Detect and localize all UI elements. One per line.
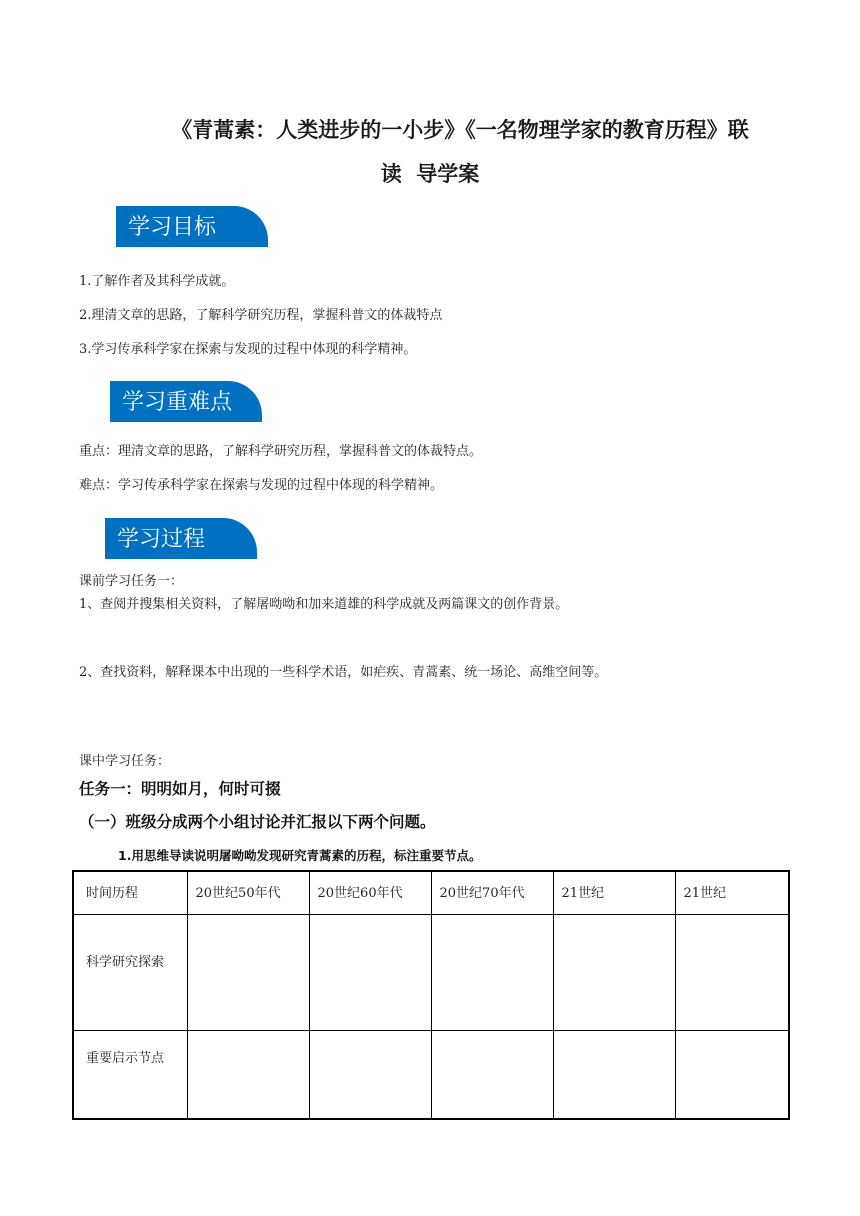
- section-banner-key-points: 学习重难点: [110, 381, 262, 422]
- table-cell[interactable]: [553, 915, 675, 1031]
- table-header-cell: 20世纪50年代: [187, 871, 309, 915]
- table-cell[interactable]: [431, 1031, 553, 1120]
- objective-item-3: 3.学习传承科学家在探索与发现的过程中体现的科学精神。: [79, 342, 417, 357]
- table-header-cell: 时间历程: [73, 871, 187, 915]
- task1-title: 任务一：明明如月，何时可掇: [79, 780, 281, 798]
- table-cell[interactable]: [309, 1031, 431, 1120]
- key-point-item: 重点：理清文章的思路，了解科学研究历程，掌握科普文的体裁特点。: [79, 444, 483, 459]
- table-header-cell: 21世纪: [675, 871, 789, 915]
- document-title-line1: 《青蒿素：人类进步的一小步》《一名物理学家的教育历程》联: [171, 118, 749, 142]
- table-cell[interactable]: [675, 1031, 789, 1120]
- in-class-title: 课中学习任务：: [79, 754, 171, 769]
- table-header-cell: 21世纪: [553, 871, 675, 915]
- table-cell[interactable]: [309, 915, 431, 1031]
- table-cell[interactable]: [675, 915, 789, 1031]
- document-title-line2: 读 导学案: [380, 162, 480, 186]
- table-row-label: 科学研究探索: [73, 915, 187, 1031]
- table-header-row: [73, 871, 789, 915]
- table-header-cell: 20世纪60年代: [309, 871, 431, 915]
- timeline-table: [72, 870, 790, 1120]
- table-cell[interactable]: [187, 915, 309, 1031]
- table-cell[interactable]: [187, 1031, 309, 1120]
- task1-subheading: （一）班级分成两个小组讨论并汇报以下两个问题。: [79, 813, 436, 831]
- task1-question-1: 1.用思维导读说明屠呦呦发现研究青蒿素的历程，标注重要节点。: [118, 848, 482, 863]
- table-header-cell: 20世纪70年代: [431, 871, 553, 915]
- pre-class-item-1: 1、查阅并搜集相关资料，了解屠呦呦和加来道雄的科学成就及两篇课文的创作背景。: [79, 597, 569, 612]
- section-banner-objectives: 学习目标: [116, 206, 268, 247]
- table-row: [73, 915, 789, 1031]
- difficult-point-item: 难点：学习传承科学家在探索与发现的过程中体现的科学精神。: [79, 478, 444, 493]
- pre-class-item-2: 2、查找资料，解释课本中出现的一些科学术语，如疟疾、青蒿素、统一场论、高维空间等。: [79, 665, 608, 680]
- table-row-label: 重要启示节点: [73, 1031, 187, 1120]
- table-row: [73, 1031, 789, 1120]
- objective-item-1: 1.了解作者及其科学成就。: [79, 274, 235, 289]
- objective-item-2: 2.理清文章的思路，了解科学研究历程，掌握科普文的体裁特点: [79, 308, 443, 323]
- section-banner-process: 学习过程: [105, 518, 257, 559]
- table-cell[interactable]: [553, 1031, 675, 1120]
- table-cell[interactable]: [431, 915, 553, 1031]
- pre-class-title: 课前学习任务一：: [79, 574, 184, 589]
